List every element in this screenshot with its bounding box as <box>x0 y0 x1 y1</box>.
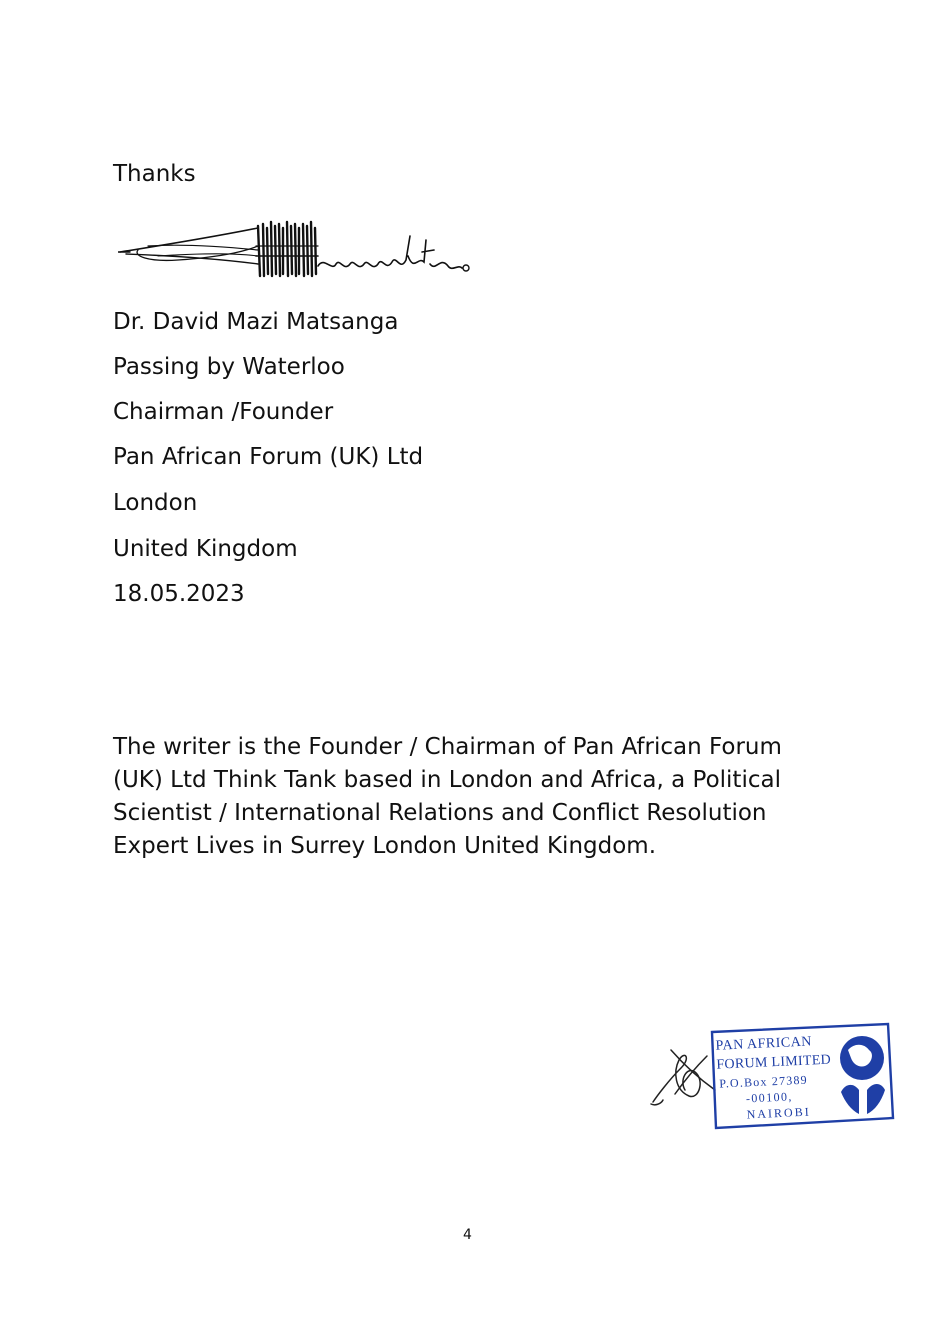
stamp-line-3: P.O.Box 27389 <box>718 1072 809 1091</box>
author-bio: The writer is the Founder / Chairman of Pan African Forum (UK) Ltd Think Tank based in London and Africa, a Political Scientist / International Relations and Conflict Resolution Expert Lives in Surrey London United Kingdom. <box>113 734 782 859</box>
signatory-name: Dr. David Mazi Matsanga <box>113 309 399 335</box>
globe-logo-icon <box>840 1036 885 1114</box>
signatory-organisation: Pan African Forum (UK) Ltd <box>113 444 424 470</box>
signatory-country: United Kingdom <box>113 536 298 562</box>
stamp-text <box>715 1034 833 1123</box>
signatory-role-line-1: Passing by Waterloo <box>113 354 345 380</box>
stamp-line-5: NAIROBI <box>746 1104 811 1122</box>
stamp-line-2: FORUM LIMITED <box>716 1052 832 1073</box>
signatory-city: London <box>113 490 198 516</box>
page-number: 4 <box>463 1227 472 1243</box>
letter-date: 18.05.2023 <box>113 581 245 607</box>
handwritten-signature <box>118 216 470 282</box>
organisation-stamp <box>645 1020 900 1132</box>
stamp-line-4: -00100, <box>745 1089 794 1106</box>
stamp-line-1: PAN AFRICAN <box>715 1034 813 1054</box>
letter-closing: Thanks <box>113 161 196 187</box>
signatory-role-line-2: Chairman /Founder <box>113 399 334 425</box>
stamp-initials-signature <box>651 1050 715 1105</box>
